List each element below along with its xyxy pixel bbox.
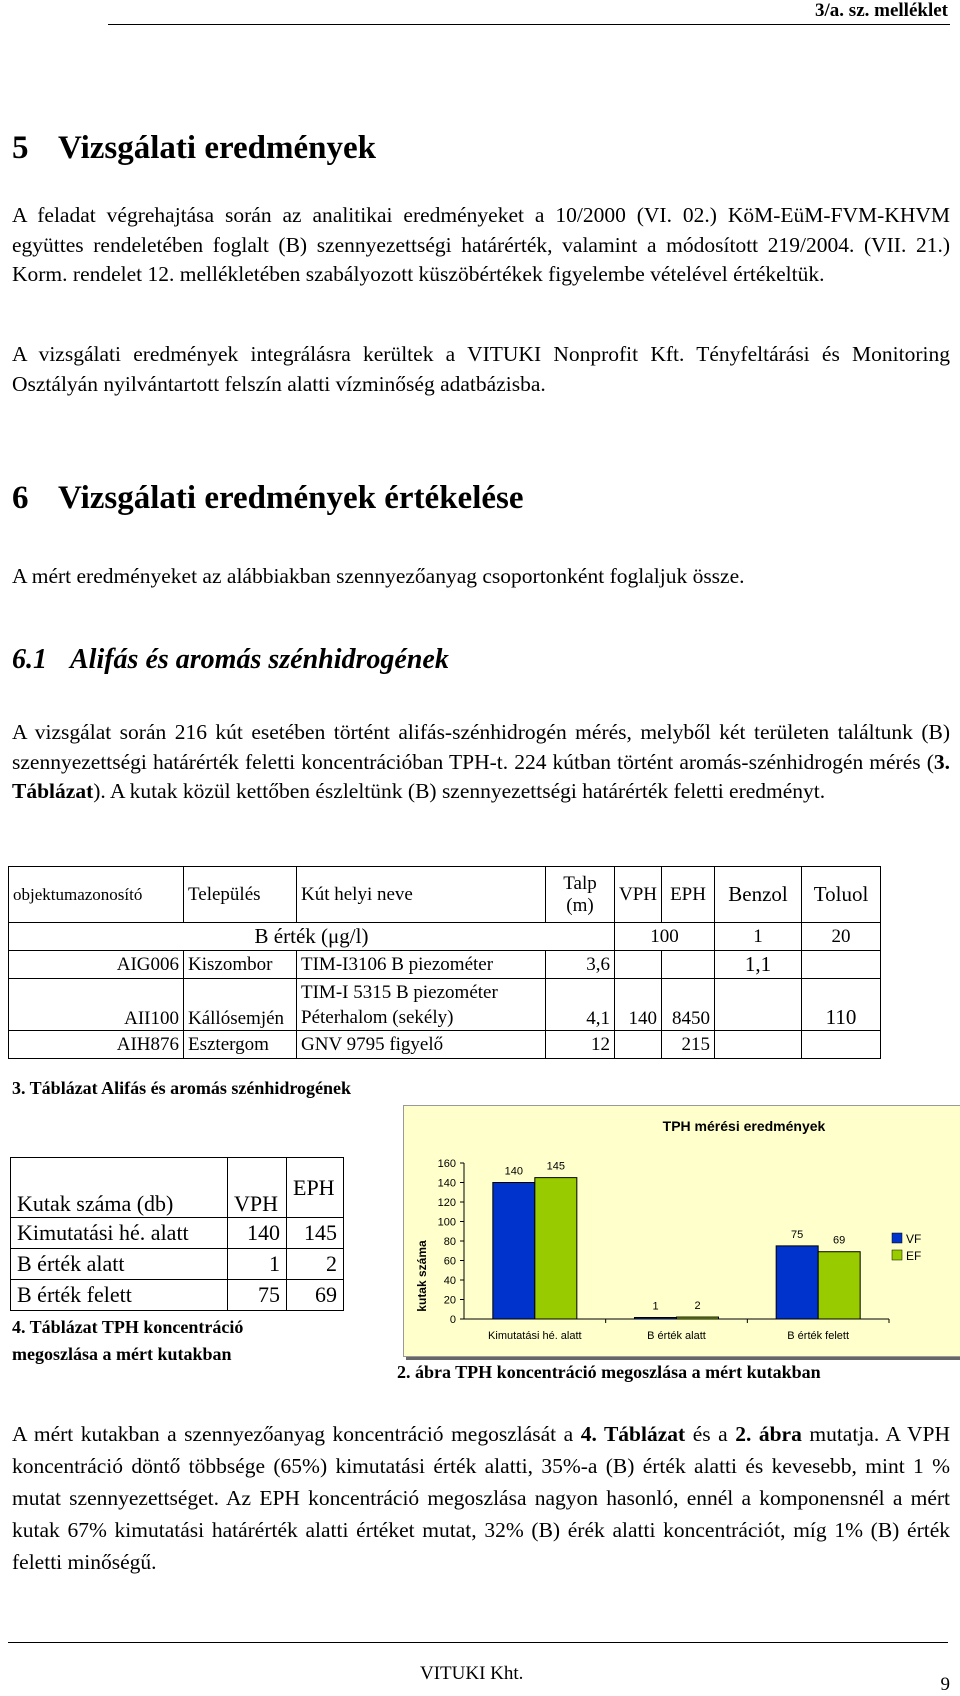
y-tick-label: 160: [437, 1158, 456, 1170]
x-tick-label: Kimutatási hé. alatt: [488, 1330, 582, 1342]
section-6-1-paragraph: [12, 718, 950, 807]
cell-label: Kimutatási hé. alatt: [11, 1218, 228, 1249]
paragraph-text: ). A kutak közül kettőben észleltünk (B) szennyezettségi határérték feletti eredményt.: [93, 779, 826, 803]
chart-panel: [403, 1105, 960, 1357]
y-tick-label: 120: [437, 1197, 456, 1209]
table-4-caption-line-1: 4. Táblázat TPH koncentráció: [12, 1317, 244, 1337]
cell-eph: 215: [662, 1031, 715, 1059]
cell-eph: 69: [287, 1280, 344, 1311]
chart-title: TPH mérési eredmények: [662, 1118, 826, 1134]
cell-benzol: [715, 979, 802, 1031]
x-tick-label: B érték felett: [787, 1330, 850, 1342]
header-cell: Benzol: [715, 867, 802, 923]
data-label: 69: [833, 1234, 846, 1247]
table-row: [9, 1031, 881, 1059]
y-tick-label: 0: [449, 1314, 456, 1326]
section-5-title: Vizsgálati eredmények: [58, 130, 377, 166]
header-cell: Talp (m): [546, 867, 615, 923]
bar-eph: [818, 1252, 860, 1319]
bar-eph: [677, 1317, 719, 1319]
cell-name: TIM-I3106 B piezométer: [297, 951, 546, 979]
legend-label: EF: [906, 1249, 922, 1263]
bar-vph: [635, 1318, 677, 1320]
data-label: 2: [694, 1300, 701, 1313]
table-4-caption: [12, 1314, 243, 1368]
tph-chart: [404, 1106, 960, 1356]
table-header-row: [9, 867, 881, 923]
table-row: [9, 979, 881, 1031]
header-cell: EPH: [287, 1158, 344, 1218]
bar-vph: [776, 1246, 818, 1319]
paragraph-text: mutatja. A VPH koncentráció döntő többsége (65%) kimutatási érték alatti, 35%-a (B) érték alatti és kevesebb, mint 1 % mutat szennyezettséget. Az EPH koncentráció megoszlása nagyon hasonló, ennél a komponensnél a mért kutak 67% kimutatási határérték alatti értéket mutat, 32% (B) érék alatti koncentrációt, míg 1% (B) érték feletti minőségű.: [12, 1422, 951, 1574]
b-value-label: B érték (μg/l): [9, 923, 615, 951]
section-6-number: 6: [12, 480, 29, 516]
cell-vph: 140: [228, 1218, 287, 1249]
data-label: 75: [791, 1228, 804, 1241]
y-axis-label: kutak száma: [415, 1240, 429, 1312]
y-tick-label: 40: [443, 1275, 456, 1287]
b-value-vph: 100: [615, 923, 715, 951]
cell-label: B érték felett: [11, 1280, 228, 1311]
cell-talp: 3,6: [546, 951, 615, 979]
table-4-caption-line-2: megoszlása a mért kutakban: [12, 1344, 232, 1364]
cell-talp: 4,1: [546, 979, 615, 1031]
cell-town: Esztergom: [184, 1031, 297, 1059]
figure-2-reference: 2. ábra: [735, 1422, 802, 1446]
header-cell: Kút helyi neve: [297, 867, 546, 923]
cell-toluol: [802, 951, 881, 979]
section-6-title: Vizsgálati eredmények értékelése: [58, 480, 524, 516]
cell-name-line-1: TIM-I 5315 B piezométer: [301, 981, 498, 1003]
cell-label: B érték alatt: [11, 1249, 228, 1280]
cell-town: Kiszombor: [184, 951, 297, 979]
section-5-paragraph-2: A vizsgálati eredmények integrálásra kerültek a VITUKI Nonprofit Kft. Tényfeltárási és Monitoring Osztályán nyilvántartott felszín alatti vízminőség adatbázisba.: [12, 342, 950, 396]
paragraph-text: és a: [685, 1422, 736, 1446]
section-6-1-number: 6.1: [12, 644, 47, 675]
footer-rule: [8, 1642, 948, 1643]
cell-vph: [615, 951, 662, 979]
y-tick-label: 80: [443, 1236, 456, 1248]
cell-id: AIH876: [9, 1031, 184, 1059]
header-cell: Település: [184, 867, 297, 923]
section-6-paragraph: A mért eredményeket az alábbiakban szennyezőanyag csoportonként foglaljuk össze.: [12, 564, 745, 588]
section-5-number: 5: [12, 130, 29, 166]
bar-vph: [493, 1183, 535, 1320]
cell-name: GNV 9795 figyelő: [297, 1031, 546, 1059]
cell-id: AII100: [9, 979, 184, 1031]
cell-name: [297, 979, 546, 1031]
paragraph-text: A vizsgálat során 216 kút esetében történt alifás-szénhidrogén mérés, melyből két területen találtunk (B) szennyezettségi határérték feletti koncentrációban TPH-t. 224 kútban történt aromás-szénhidrogén mérés (: [12, 720, 950, 774]
cell-toluol: 110: [802, 979, 881, 1031]
cell-eph: 8450: [662, 979, 715, 1031]
cell-id: AIG006: [9, 951, 184, 979]
y-tick-label: 60: [443, 1255, 456, 1268]
header-cell: VPH: [228, 1158, 287, 1218]
page-number: 9: [940, 1674, 950, 1695]
footer-org: VITUKI Kht.: [420, 1663, 524, 1684]
cell-toluol: [802, 1031, 881, 1059]
header-cell: Toluol: [802, 867, 881, 923]
section-5-paragraph-1: A feladat végrehajtása során az analitikai eredményeket a 10/2000 (VI. 02.) KöM-EüM-FVM-KHVM együttes rendeletében foglalt (B) szennyezettségi határérték, valamint a módosított 219/2004. (VII. 21.) Korm. rendelet 12. mellékletében szabályozott küszöbértékek figyelembe vételével értékeltük.: [12, 203, 950, 286]
table-3-reference: 3. Táblázat: [12, 749, 950, 803]
data-label: 1: [652, 1300, 659, 1313]
table-row: [11, 1280, 344, 1311]
b-value-benzol: 1: [715, 923, 802, 951]
closing-paragraph: [12, 1418, 950, 1578]
table-row: [11, 1249, 344, 1280]
table-header-row: [11, 1158, 344, 1218]
legend-swatch: [892, 1233, 902, 1243]
legend-swatch: [892, 1250, 902, 1260]
section-6-1-heading: [12, 644, 449, 676]
data-label: 140: [504, 1165, 524, 1178]
y-tick-label: 20: [443, 1294, 456, 1307]
cell-benzol: 1,1: [715, 951, 802, 979]
section-5-heading: [12, 130, 376, 167]
header-cell: VPH: [615, 867, 662, 923]
cell-vph: 75: [228, 1280, 287, 1311]
header-note: 3/a. sz. melléklet: [815, 0, 948, 21]
data-label: 145: [546, 1160, 566, 1173]
y-tick-label: 100: [437, 1216, 456, 1229]
table-row: [9, 951, 881, 979]
x-tick-label: B érték alatt: [647, 1330, 706, 1342]
cell-talp: 12: [546, 1031, 615, 1059]
bar-eph: [535, 1178, 577, 1319]
y-tick-label: 140: [437, 1177, 456, 1190]
paragraph-text: A mért kutakban a szennyezőanyag koncentráció megoszlását a: [12, 1422, 581, 1446]
header-cell: Kutak száma (db): [11, 1158, 228, 1218]
cell-town: Kállósemjén: [184, 979, 297, 1031]
header-cell: objektumazonosító: [9, 867, 184, 923]
cell-vph: 140: [615, 979, 662, 1031]
header-rule: [108, 24, 950, 25]
table-row: [11, 1218, 344, 1249]
cell-benzol: [715, 1031, 802, 1059]
legend-label: VF: [906, 1232, 922, 1246]
table-3: [8, 866, 881, 1059]
table-4-reference: 4. Táblázat: [580, 1422, 686, 1446]
cell-name-line-2: Péterhalom (sekély): [301, 1006, 454, 1028]
table-row: [9, 923, 881, 951]
b-value-toluol: 20: [802, 923, 881, 951]
cell-eph: [662, 951, 715, 979]
cell-vph: 1: [228, 1249, 287, 1280]
table-3-caption: 3. Táblázat Alifás és aromás szénhidrogének: [12, 1078, 352, 1098]
section-6-heading: [12, 480, 524, 517]
cell-eph: 145: [287, 1218, 344, 1249]
table-4: [10, 1157, 344, 1311]
cell-eph: 2: [287, 1249, 344, 1280]
cell-vph: [615, 1031, 662, 1059]
header-cell: EPH: [662, 867, 715, 923]
figure-2-caption: 2. ábra TPH koncentráció megoszlása a mért kutakban: [397, 1362, 821, 1382]
section-6-1-title: Alifás és aromás szénhidrogének: [70, 644, 449, 675]
